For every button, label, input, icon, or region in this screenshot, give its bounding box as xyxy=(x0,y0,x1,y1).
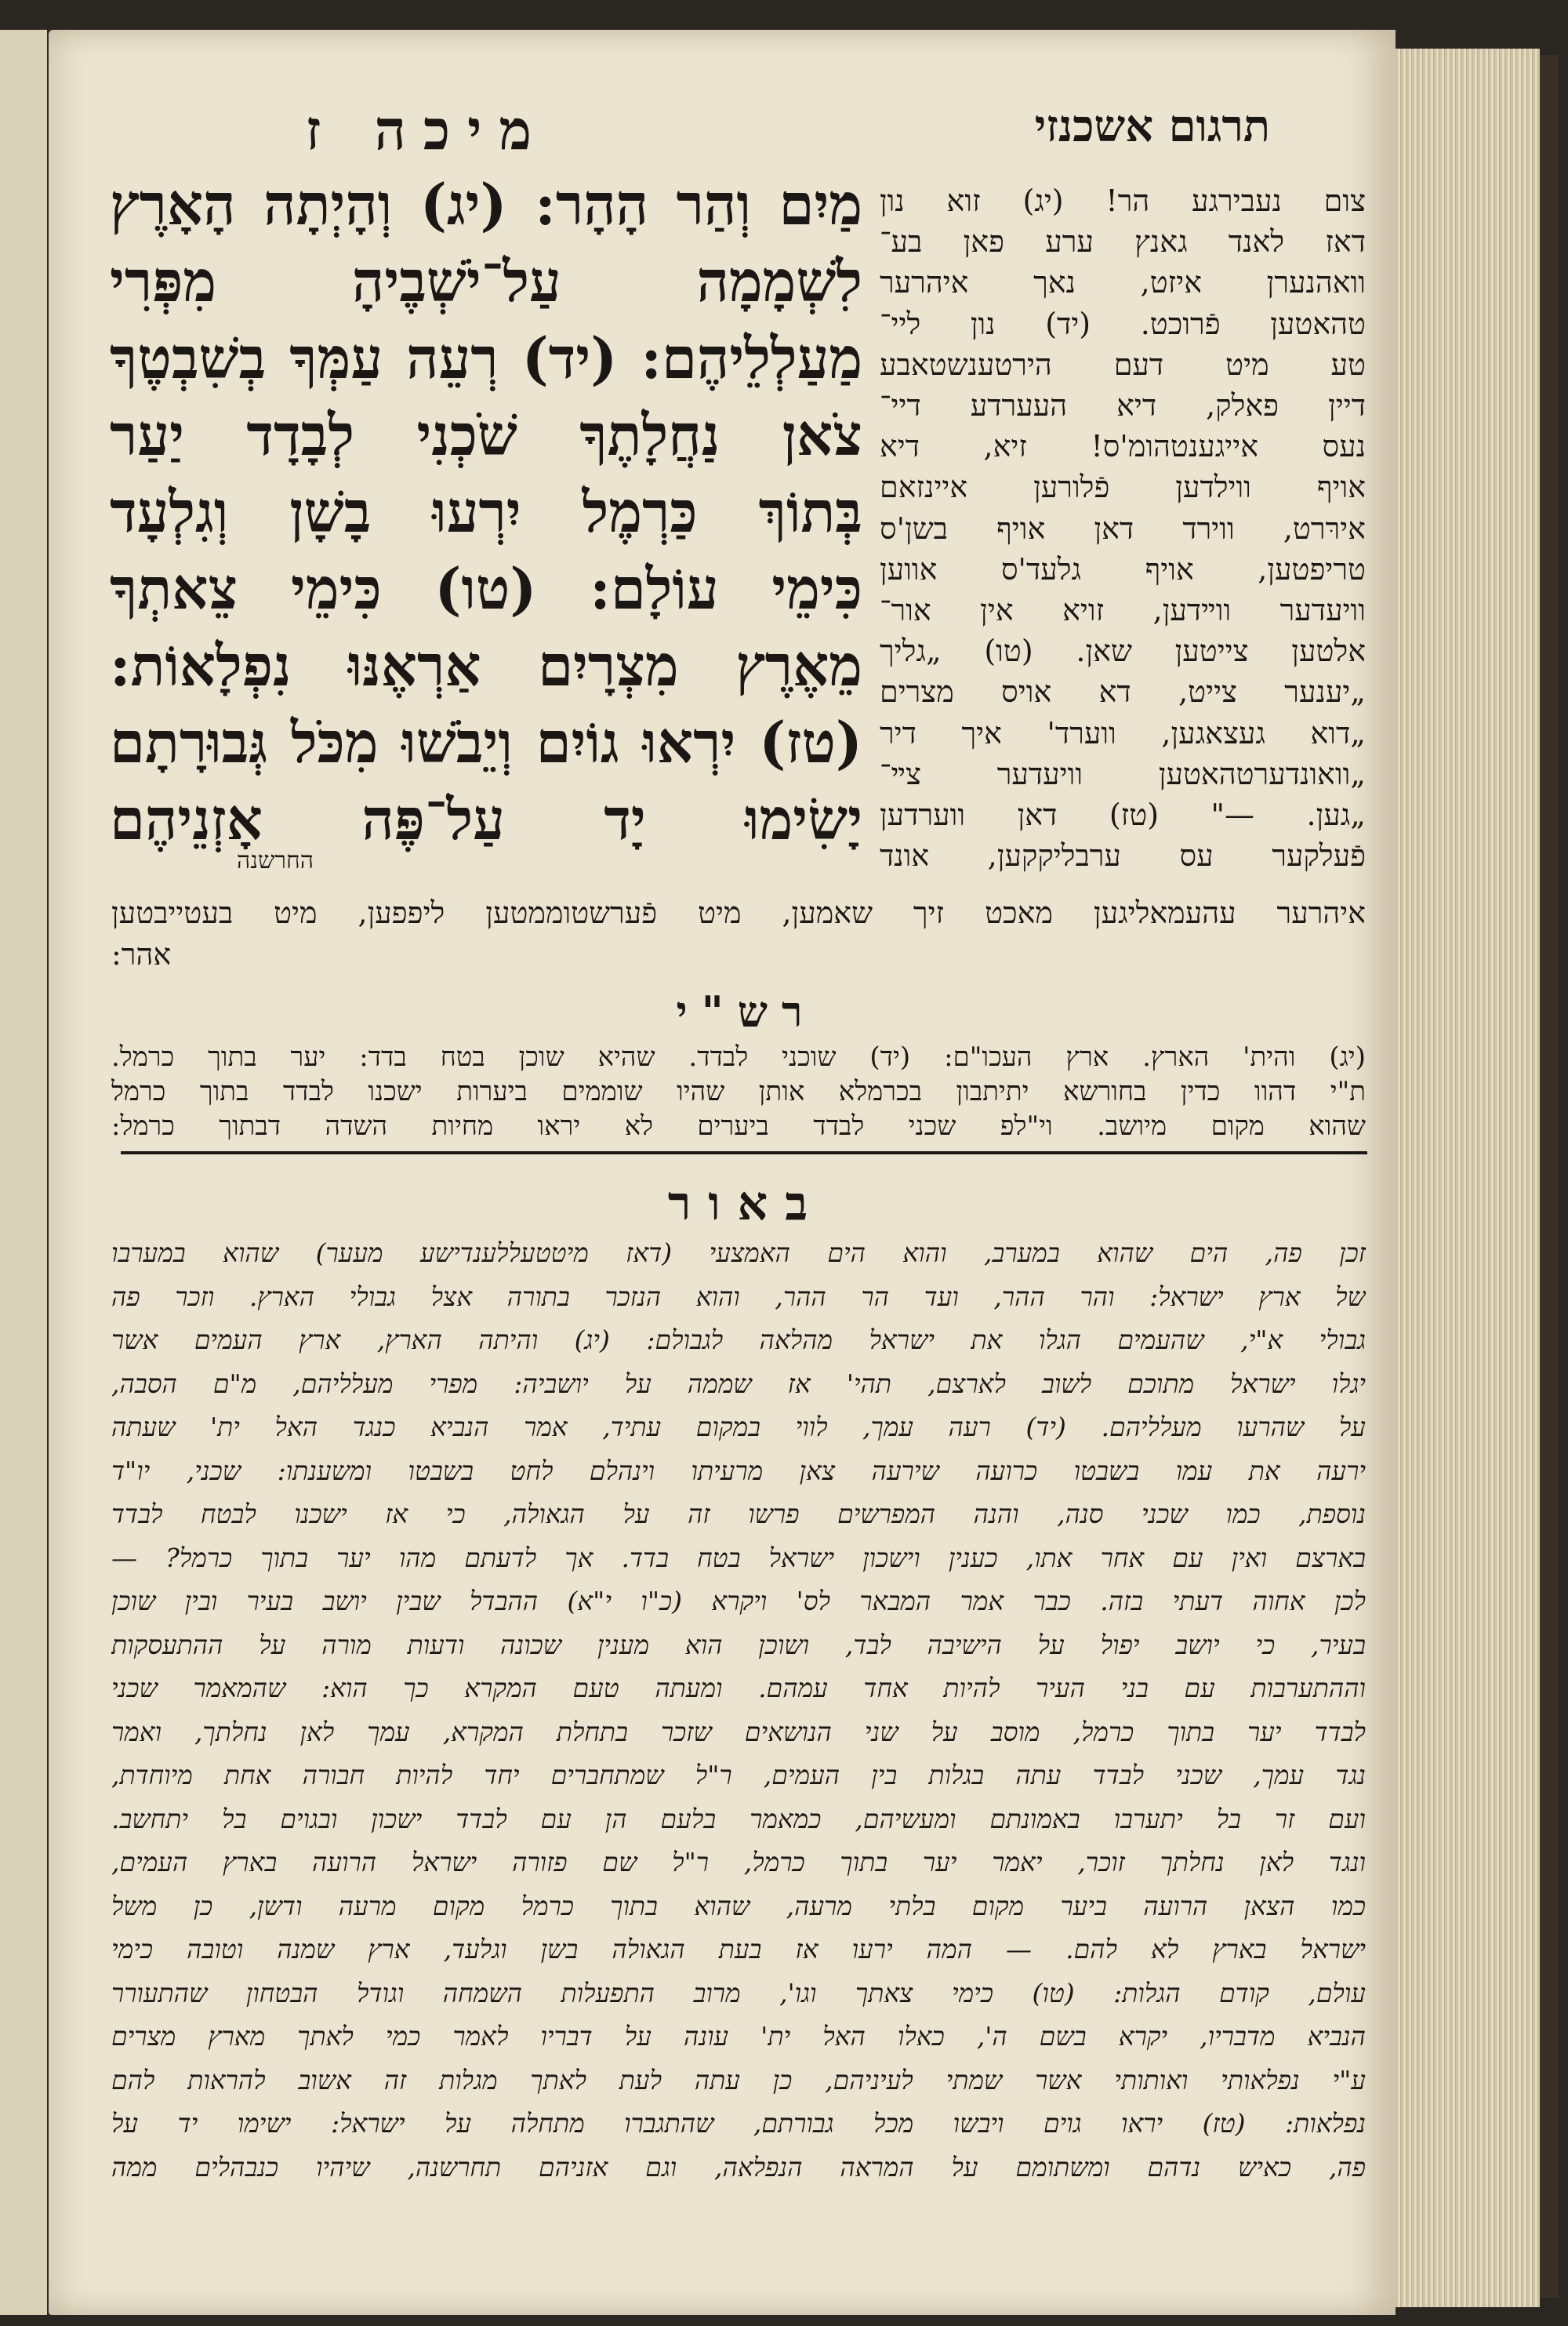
biur-line: ונגד לאן נחלתך זוכר, יאמר יער בתוך כרמל, ר"ל שם פזורה ישראל הרועה בארץ העמים, xyxy=(111,1847,1366,1877)
biur-line: יגלו ישראל מתוכם לשוב לארצם, תהי' אז שממה על יושביה: מפרי מעלליהם, מ"ם הסבה, xyxy=(111,1368,1366,1399)
bible-line: מַעַלְלֵיהֶם: (יד) רְעֵה עַמְּךָ בְשִׁבְטֶךָ xyxy=(110,325,862,391)
biur-line: זכן פה, הים שהוא במערב, והוא הים האמצעי (דאז מיטטעללענדישע מעער) שהוא במערבו xyxy=(111,1238,1366,1268)
targum-line: דיין פאלק, דיא העערדע דיי־ xyxy=(880,388,1366,423)
targum-line: וויעדער ווײדען, זויא אין אור־ xyxy=(880,593,1366,627)
biur-line: גבולי א"י, שהעמים הגלו את ישראל מהלאה לגבולם: (יג) והיתה הארץ, ארץ העמים אשר xyxy=(111,1325,1366,1355)
rashi-line: שהוא מקום מיושב. וי"לפ שכני לבדד ביערים לא יראו מחיות השדה דבתוך כרמל: xyxy=(111,1110,1366,1142)
bible-line: מֵאֶרֶץ מִצְרָיִם אַרְאֶנּוּ נִפְלָאוֹת: xyxy=(110,632,862,699)
targum-wide-line-end: אהר: xyxy=(111,937,172,972)
biur-title: באור xyxy=(667,1176,826,1231)
biur-line: לבדד יער בתוך כרמל, מוסב על שני הנושאים שזכר בתחלת המקרא, עמך לאן נחלתך, ואמר xyxy=(111,1716,1366,1747)
biur-line: וההתערבות עם בני העיר להיות אחד עמהם. ומעתה טעם המקרא כך הוא: שהמאמר שכני xyxy=(111,1673,1366,1703)
biur-line: בעיר, כי יושב יפול על הישיבה לבד, ושוכן הוא מענין שכונה ודעות מורה על ההתעסקות xyxy=(111,1629,1366,1660)
biur-line: ירעה את עמו בשבטו כרועה שירעה צאן מרעיתו וינהלם לחט בשבטו ומשענתו: שכני, יו"ד xyxy=(111,1455,1366,1486)
bible-line: לִשְׁמָמָה עַל־יֹשְׁבֶיהָ מִפְּרִי xyxy=(110,248,862,314)
rashi-line: (יג) והית' הארץ. ארץ העכו"ם: (יד) שוכני לבדד. שהיא שוכן בטח בדד: יער בתוך כרמל. xyxy=(111,1041,1366,1073)
targum-line: טע מיט דעם הירטענשטאבע xyxy=(880,347,1366,382)
book-cover-edge xyxy=(1540,55,1559,2298)
targum-header: תרגום אשכנזי xyxy=(1034,100,1270,152)
targum-line: „גען. —" (טז) דאן ווערדען xyxy=(880,798,1366,832)
biur-line: לכן אחוה דעתי בזה. כבר אמר המבאר לס' ויקרא (כ"ו י"א) ההבדל שבין יושב בעיר ובין שוכן xyxy=(111,1586,1366,1616)
targum-line: פֿעלקער עס ערבליקקען, אונד xyxy=(880,838,1366,874)
bible-line: בְּתוֹךְ כַּרְמֶל יִרְעוּ בָשָׁן וְגִלְעָד xyxy=(110,478,862,545)
targum-line: אלטען צייטען שאן. (טו) „גליך xyxy=(880,634,1366,669)
targum-line: צום נעבירגע הר! (יג) זוא נון xyxy=(880,184,1366,218)
targum-line: „וואונדערטהאטען וויעדער צײ־ xyxy=(880,756,1366,791)
targum-line: טהאטען פֿרוכט. (יד) נון ליי־ xyxy=(880,306,1366,341)
rashi-title: רש"י xyxy=(676,987,817,1037)
biur-line: הנביא מדבריו, יקרא בשם ה', כאלו האל ית' עונה על דבריו לאמר כמי לאתך מארץ מצרים xyxy=(111,2021,1366,2052)
biur-line: נוספת, כמו שכני סנה, והנה המפרשים פרשו זה על הגאולה, כי אז ישכנו לבטח לבדד xyxy=(111,1499,1366,1529)
bible-line: צֹאן נַחֲלָתֶךָ שֹׁכְנִי לְבָדָד יַעַר xyxy=(110,402,862,468)
section-divider xyxy=(121,1151,1367,1154)
biur-line: של ארץ ישראל: והר ההר, ועד הר ההר, והוא הנזכר בתורה אצל גבולי הארץ. וזכר פה xyxy=(111,1281,1366,1312)
targum-line: טריפטען, אויף גלעד'ס אווען xyxy=(880,551,1366,587)
targum-line: „יענער צייט, דא אויס מצרים xyxy=(880,674,1366,710)
biur-line: כמו הצאן הרועה ביער מקום בלתי מרעה, שהוא בתוך כרמל מקום מרעה ודשן, כן משל xyxy=(111,1890,1366,1921)
targum-wide-line: איהרער עהעמאליגען מאכט זיך שאמען, מיט פֿערשטוממטען ליפפען, מיט בעטייבטען xyxy=(111,896,1366,930)
biur-line: נפלאות: (טז) יראו גוים ויבשו מכל גבורתם, שהתגברו מתחלה על ישראל: ישימו יד על xyxy=(111,2108,1366,2139)
targum-line: נעס אייגענטהומ'ס! זיא, דיא xyxy=(880,429,1366,464)
bible-line: יָשִׂימוּ יָד עַל־פֶּה אָזְנֵיהֶם xyxy=(110,786,862,852)
targum-line: אויף ווילדען פֿלורען איינזאם xyxy=(880,470,1366,505)
biur-line: ועם זר בל יתערבו באמונתם ומעשיהם, כמאמר בלעם הן עם לבדד ישכון ובגוים בל יתחשב. xyxy=(111,1803,1366,1834)
biur-line: ע"י נפלאותי ואותותי אשר שמתי לעיניהם, כן עתה לעת לאתך מגלות זה אשוב להראות להם xyxy=(111,2064,1366,2095)
book-page xyxy=(49,30,1396,2315)
biur-line: על שהרעו מעלליהם. (יד) רעה עמך, לווי במקום עתיד, אמר הנביא כנגד האל ית' שעתה xyxy=(111,1412,1366,1442)
bible-line: מַיִם וְהַר הָהָר: (יג) וְהָיְתָה הָאָרֶץ xyxy=(110,171,862,238)
biur-line: נגד עמך, שכני לבדד עתה בגלות בין העמים, ר"ל שמתחברים יחד להיות חבורה אחת מיוחדת, xyxy=(111,1760,1366,1790)
facing-page-edge xyxy=(0,30,47,2315)
targum-line: דאז לאנד גאנץ ערע פאן בע־ xyxy=(880,224,1366,260)
targum-line: אירּרט, ווירד דאן אויף בשן'ס xyxy=(880,511,1366,546)
targum-line: „דוא געצאגען, ווערד' איך דיר xyxy=(880,715,1366,750)
biur-line: פה, כאיש נדהם ומשתומם על המראה הנפלאה, וגם אזניהם תחרשנה, שיהיו כנבהלים ממה xyxy=(111,2151,1366,2182)
chapter-header: מיכה ז xyxy=(305,97,549,162)
biur-line: ישראל בארץ לא להם. — המה ירעו אז בעת הגאולה בשן וגלעד, ארץ שמנה וטובה כימי xyxy=(111,1934,1366,1964)
targum-line: וואהנערן איזט, נאך איהרער xyxy=(880,265,1366,300)
bible-line: (טז) יִרְאוּ גוֹיִם וְיֵבֹשׁוּ מִכֹּל גְּבוּרָתָם xyxy=(110,709,862,776)
bible-line: כִּימֵי עוֹלָם: (טו) כִּימֵי צֵאתְךָ xyxy=(110,555,862,622)
biur-line: בארצם ואין עם אחר אתו, כענין וישכון ישראל בטח בדד. אך לדעתם מהו יער בתוך כרמל? — xyxy=(111,1542,1366,1573)
biur-line: עולם, קודם הגלות: (טו) כימי צאתך וגו', מרוב התפעלות השמחה וגודל הבטחון שהתעורר xyxy=(111,1977,1366,2008)
rashi-line: ת"י דהוו כדין בחורשא יתיתבון בכרמלא אותן שהיו שוממים ביערות ישכנו לבדד בתוך כרמל xyxy=(111,1076,1366,1107)
catchword: החרשנה xyxy=(237,847,314,874)
page-block-edge xyxy=(1396,49,1540,2307)
